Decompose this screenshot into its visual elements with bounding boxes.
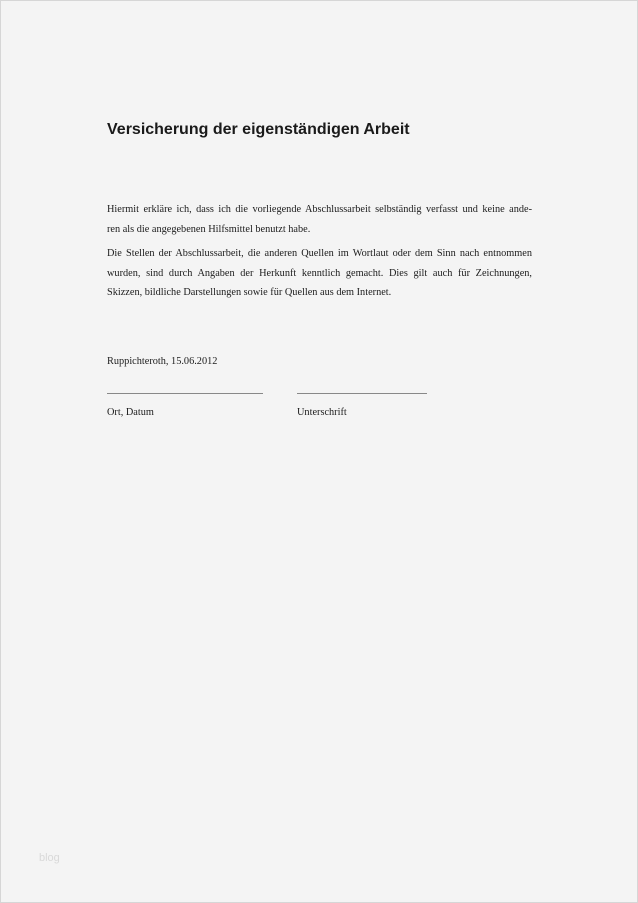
signature-line bbox=[297, 393, 427, 394]
watermark: blog bbox=[39, 852, 60, 864]
document-title: Versicherung der eigenständigen Arbeit bbox=[107, 121, 410, 138]
declaration-paragraph-1 bbox=[107, 200, 532, 239]
place-date-line bbox=[107, 393, 263, 394]
signature-label: Unterschrift bbox=[297, 407, 347, 418]
text-line: Skizzen, bildliche Darstellungen sowie für Quellen aus dem Internet. bbox=[107, 287, 392, 298]
place-date-label: Ort, Datum bbox=[107, 407, 154, 418]
text-line: Die Stellen der Abschlussarbeit, die anderen Quellen im Wortlaut oder dem Sinn nach entnommen bbox=[107, 248, 532, 259]
text-line: ren als die angegebenen Hilfsmittel benutzt habe. bbox=[107, 223, 311, 235]
text-line: wurden, sind durch Angaben der Herkunft kenntlich gemacht. Dies gilt auch für Zeichnungen, bbox=[107, 267, 532, 279]
place-date-value: Ruppichteroth, 15.06.2012 bbox=[107, 356, 218, 367]
declaration-paragraph-2 bbox=[107, 244, 532, 303]
text-line: Hiermit erkläre ich, dass ich die vorliegende Abschlussarbeit selbständig verfasst und keine ande- bbox=[107, 204, 532, 215]
